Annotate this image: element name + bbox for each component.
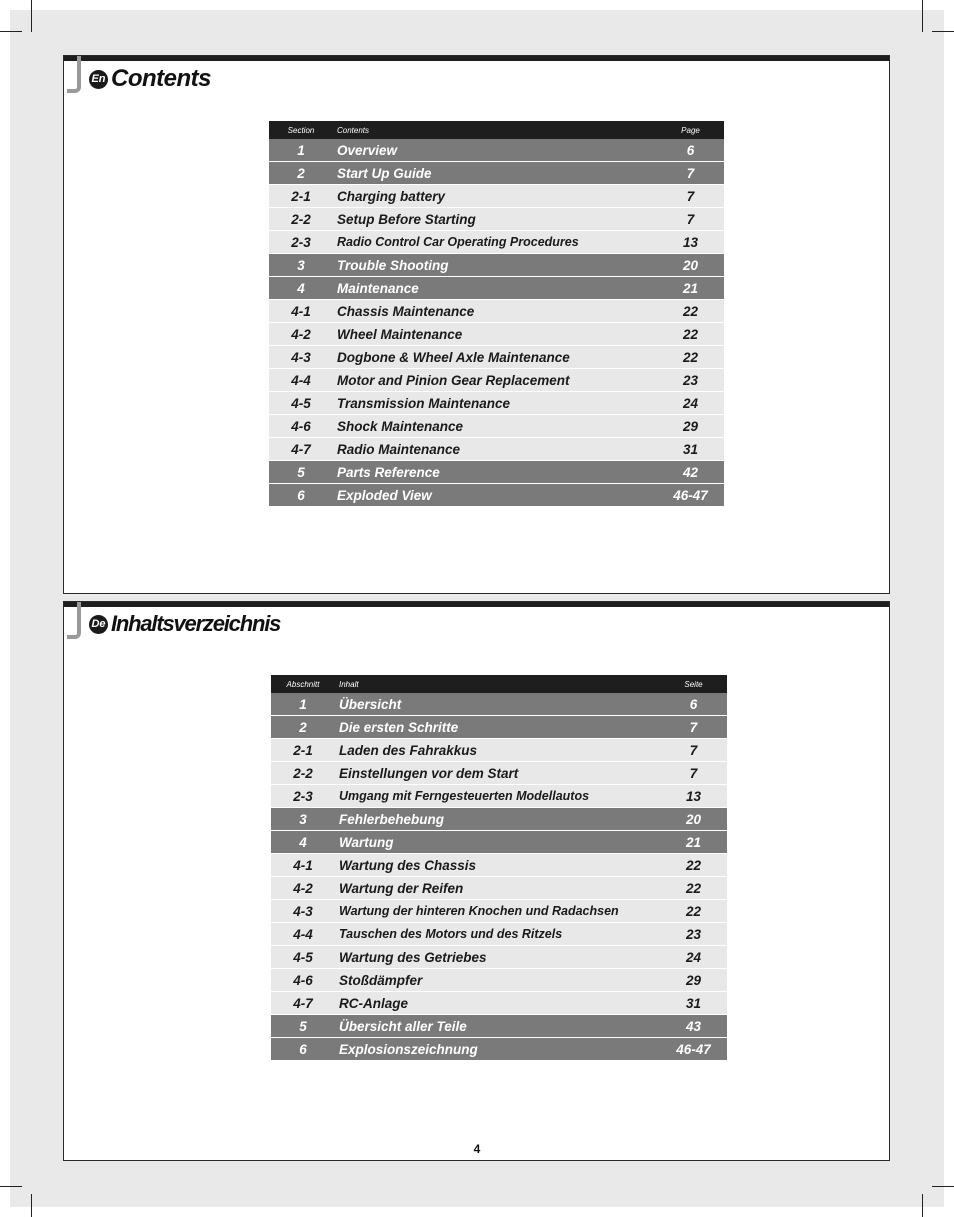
row-title: Motor and Pinion Gear Replacement [333,369,657,392]
row-title: Wartung der Reifen [335,877,660,900]
table-row [269,392,724,415]
table-row [271,1015,727,1038]
row-title: Wartung des Getriebes [335,946,660,969]
table-row [271,946,727,969]
table-row [269,346,724,369]
table-row [269,369,724,392]
row-section-number: 4-1 [271,854,335,877]
row-page-number: 6 [657,139,724,162]
row-section-number: 5 [271,1015,335,1038]
table-row [271,693,727,716]
row-title: Start Up Guide [333,162,657,185]
section-heading [89,611,280,637]
row-title: Die ersten Schritte [335,716,660,739]
row-page-number: 31 [660,992,727,1015]
row-page-number: 42 [657,461,724,484]
row-section-number: 4-3 [269,346,333,369]
row-page-number: 46-47 [657,484,724,507]
page-title: Inhaltsverzeichnis [111,611,281,636]
table-row [271,716,727,739]
row-section-number: 6 [271,1038,335,1061]
crop-mark [31,1194,32,1217]
table-row [269,208,724,231]
table-row [271,785,727,808]
contents-panel-german [63,601,890,1161]
table-row [269,300,724,323]
row-section-number: 6 [269,484,333,507]
row-page-number: 21 [657,277,724,300]
table-row [271,900,727,923]
table-row [271,877,727,900]
column-header-contents: Contents [333,121,657,139]
row-section-number: 4-5 [269,392,333,415]
table-row [269,231,724,254]
row-title: Umgang mit Ferngesteuerten Modellautos [335,785,660,808]
page-number: 4 [473,1142,481,1156]
row-page-number: 7 [657,208,724,231]
row-title: Parts Reference [333,461,657,484]
row-title: Radio Control Car Operating Procedures [333,231,657,254]
crop-mark [0,1186,22,1187]
row-page-number: 13 [657,231,724,254]
table-row [269,438,724,461]
table-header-row [271,675,727,693]
table-row [269,415,724,438]
row-title: Maintenance [333,277,657,300]
table-row [271,969,727,992]
row-title: Chassis Maintenance [333,300,657,323]
row-section-number: 4-7 [269,438,333,461]
row-title: Exploded View [333,484,657,507]
page-title: Contents [111,65,211,92]
table-row [271,762,727,785]
panel-top-bar [64,56,889,61]
crop-mark [922,0,923,32]
table-row [271,831,727,854]
column-header-section: Section [269,121,333,139]
contents-table [269,121,724,507]
row-title: Wheel Maintenance [333,323,657,346]
crop-mark [932,31,954,32]
table-row [269,162,724,185]
row-page-number: 22 [657,300,724,323]
row-page-number: 43 [660,1015,727,1038]
row-title: Stoßdämpfer [335,969,660,992]
row-section-number: 4-7 [271,992,335,1015]
language-badge-icon: De [89,615,108,634]
row-page-number: 29 [660,969,727,992]
row-title: Setup Before Starting [333,208,657,231]
row-page-number: 46-47 [660,1038,727,1061]
row-section-number: 4-3 [271,900,335,923]
row-page-number: 21 [660,831,727,854]
row-title: Tauschen des Motors und des Ritzels [335,923,660,946]
row-title: Wartung [335,831,660,854]
row-page-number: 23 [660,923,727,946]
row-section-number: 4-6 [271,969,335,992]
row-page-number: 7 [657,162,724,185]
row-title: Übersicht [335,693,660,716]
row-page-number: 29 [657,415,724,438]
row-page-number: 24 [660,946,727,969]
column-header-contents: Inhalt [335,675,660,693]
row-page-number: 22 [657,323,724,346]
table-row [271,808,727,831]
row-section-number: 2 [269,162,333,185]
crop-mark [31,0,32,32]
crop-mark [932,1186,954,1187]
heading-bracket [67,602,81,639]
row-section-number: 3 [271,808,335,831]
row-section-number: 4-4 [271,923,335,946]
table-row [271,1038,727,1061]
row-section-number: 4-2 [271,877,335,900]
row-section-number: 2-3 [271,785,335,808]
row-title: Overview [333,139,657,162]
table-header-row [269,121,724,139]
row-section-number: 4 [269,277,333,300]
row-section-number: 2 [271,716,335,739]
row-section-number: 2-2 [271,762,335,785]
row-title: Laden des Fahrakkus [335,739,660,762]
table-row [269,139,724,162]
row-title: Shock Maintenance [333,415,657,438]
row-section-number: 5 [269,461,333,484]
row-title: Wartung der hinteren Knochen und Radachsen [335,900,660,923]
row-page-number: 20 [657,254,724,277]
row-title: Trouble Shooting [333,254,657,277]
row-title: Explosionszeichnung [335,1038,660,1061]
row-page-number: 22 [660,854,727,877]
row-page-number: 24 [657,392,724,415]
row-page-number: 7 [660,716,727,739]
heading-bracket [67,56,81,93]
row-title: Dogbone & Wheel Axle Maintenance [333,346,657,369]
row-page-number: 7 [660,762,727,785]
row-page-number: 13 [660,785,727,808]
row-page-number: 7 [660,739,727,762]
table-row [269,323,724,346]
row-section-number: 4-4 [269,369,333,392]
row-page-number: 31 [657,438,724,461]
row-title: RC-Anlage [335,992,660,1015]
row-title: Radio Maintenance [333,438,657,461]
row-title: Charging battery [333,185,657,208]
row-page-number: 6 [660,693,727,716]
row-section-number: 3 [269,254,333,277]
row-page-number: 22 [660,877,727,900]
contents-table [271,675,727,1061]
section-heading [89,65,211,93]
row-section-number: 2-1 [271,739,335,762]
row-title: Einstellungen vor dem Start [335,762,660,785]
row-title: Übersicht aller Teile [335,1015,660,1038]
row-section-number: 1 [271,693,335,716]
column-header-section: Abschnitt [271,675,335,693]
row-page-number: 20 [660,808,727,831]
row-section-number: 2-3 [269,231,333,254]
table-row [269,254,724,277]
row-section-number: 4 [271,831,335,854]
row-section-number: 1 [269,139,333,162]
table-row [269,484,724,507]
row-page-number: 22 [657,346,724,369]
row-title: Wartung des Chassis [335,854,660,877]
row-section-number: 4-1 [269,300,333,323]
crop-mark [922,1194,923,1217]
table-row [271,923,727,946]
row-section-number: 4-2 [269,323,333,346]
row-section-number: 2-1 [269,185,333,208]
table-row [269,277,724,300]
row-title: Fehlerbehebung [335,808,660,831]
column-header-page: Page [657,121,724,139]
row-title: Transmission Maintenance [333,392,657,415]
row-page-number: 7 [657,185,724,208]
crop-mark [0,31,22,32]
table-row [269,461,724,484]
row-section-number: 4-6 [269,415,333,438]
table-row [269,185,724,208]
row-page-number: 22 [660,900,727,923]
language-badge-icon: En [89,70,108,89]
table-row [271,739,727,762]
table-row [271,854,727,877]
table-row [271,992,727,1015]
row-section-number: 2-2 [269,208,333,231]
panel-top-bar [64,602,889,607]
row-section-number: 4-5 [271,946,335,969]
column-header-page: Seite [660,675,727,693]
contents-panel-english [63,55,890,594]
row-page-number: 23 [657,369,724,392]
